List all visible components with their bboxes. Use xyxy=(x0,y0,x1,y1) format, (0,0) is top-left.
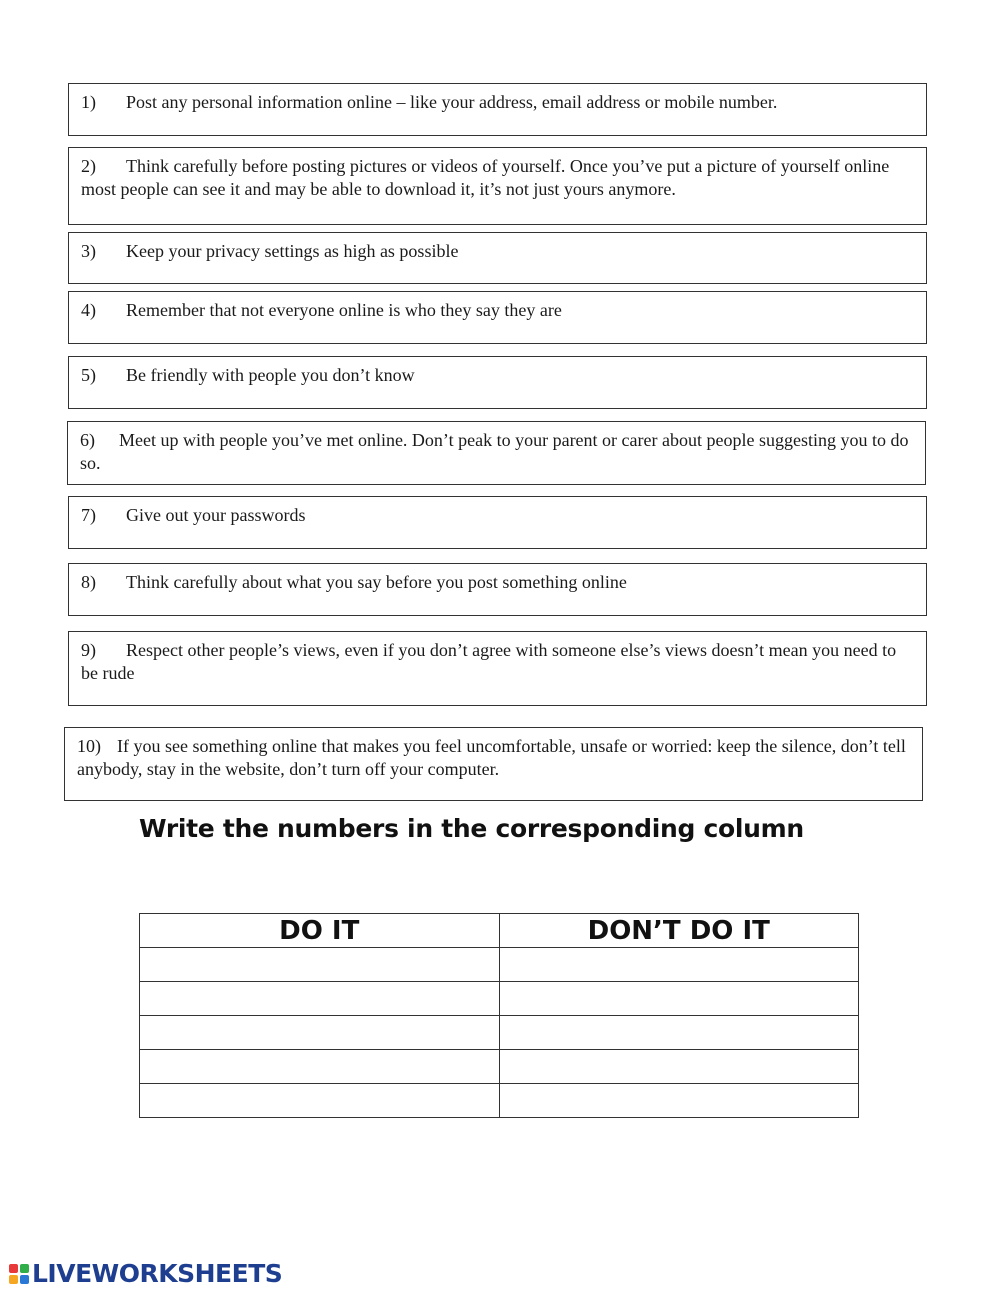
table-row xyxy=(140,948,859,982)
statement-text: Meet up with people you’ve met online. Don’t peak to your parent or carer about people suggesting you to do so. xyxy=(80,430,909,473)
statement-number: 8) xyxy=(81,572,96,592)
statement-10 xyxy=(64,727,923,801)
instruction-heading: Write the numbers in the corresponding column xyxy=(139,814,804,843)
liveworksheets-logo xyxy=(9,1259,282,1288)
statement-4 xyxy=(68,291,927,344)
statement-text: Think carefully before posting pictures or videos of yourself. Once you’ve put a picture of yourself online most people can see it and may be able to download it, it’s not just yours anymore. xyxy=(81,156,890,199)
table-row xyxy=(140,1050,859,1084)
do-it-answer-input[interactable] xyxy=(140,948,499,981)
dont-do-it-cell[interactable] xyxy=(499,948,859,982)
do-it-cell[interactable] xyxy=(140,1016,500,1050)
dont-do-it-header: DON’T DO IT xyxy=(499,914,859,948)
statement-number: 2) xyxy=(81,156,96,176)
statement-3 xyxy=(68,232,927,284)
statement-text: Think carefully about what you say before you post something online xyxy=(126,572,627,592)
statement-number: 6) xyxy=(80,430,95,450)
statement-number: 9) xyxy=(81,640,96,660)
do-it-cell[interactable] xyxy=(140,982,500,1016)
statement-1 xyxy=(68,83,927,136)
statement-text: If you see something online that makes you feel uncomfortable, unsafe or worried: keep the silence, don’t tell anybody, stay in the website, don’t turn off your computer. xyxy=(77,736,906,779)
do-it-cell[interactable] xyxy=(140,1050,500,1084)
dont-do-it-cell[interactable] xyxy=(499,1084,859,1118)
statement-8 xyxy=(68,563,927,616)
statement-text: Give out your passwords xyxy=(126,505,306,525)
dont-do-it-cell[interactable] xyxy=(499,1050,859,1084)
dont-do-it-answer-input[interactable] xyxy=(500,982,859,1015)
liveworksheets-logo-icon xyxy=(9,1264,29,1284)
dont-do-it-answer-input[interactable] xyxy=(500,1084,859,1117)
do-it-cell[interactable] xyxy=(140,948,500,982)
statement-number: 7) xyxy=(81,505,96,525)
table-row xyxy=(140,1084,859,1118)
do-it-answer-input[interactable] xyxy=(140,1016,499,1049)
statement-number: 1) xyxy=(81,92,96,112)
logo-text: LIVEWORKSHEETS xyxy=(32,1259,283,1288)
do-it-cell[interactable] xyxy=(140,1084,500,1118)
statement-2 xyxy=(68,147,927,225)
statement-text: Post any personal information online – like your address, email address or mobile number. xyxy=(126,92,778,112)
statement-number: 10) xyxy=(77,736,101,756)
statement-5 xyxy=(68,356,927,409)
do-it-answer-input[interactable] xyxy=(140,982,499,1015)
dont-do-it-answer-input[interactable] xyxy=(500,1050,859,1083)
dont-do-it-answer-input[interactable] xyxy=(500,1016,859,1049)
statement-text: Be friendly with people you don’t know xyxy=(126,365,415,385)
dont-do-it-answer-input[interactable] xyxy=(500,948,859,981)
statement-text: Keep your privacy settings as high as possible xyxy=(126,241,459,261)
statement-text: Remember that not everyone online is who they say they are xyxy=(126,300,562,320)
do-it-header: DO IT xyxy=(140,914,500,948)
table-row xyxy=(140,982,859,1016)
statement-9 xyxy=(68,631,927,706)
statement-7 xyxy=(68,496,927,549)
statement-number: 3) xyxy=(81,241,96,261)
statement-number: 4) xyxy=(81,300,96,320)
statement-number: 5) xyxy=(81,365,96,385)
do-it-answer-input[interactable] xyxy=(140,1084,499,1117)
statement-text: Respect other people’s views, even if you don’t agree with someone else’s views doesn’t mean you need to be rude xyxy=(81,640,897,683)
answer-table xyxy=(139,913,859,1118)
statement-6 xyxy=(67,421,926,485)
do-it-answer-input[interactable] xyxy=(140,1050,499,1083)
table-row xyxy=(140,1016,859,1050)
dont-do-it-cell[interactable] xyxy=(499,1016,859,1050)
dont-do-it-cell[interactable] xyxy=(499,982,859,1016)
